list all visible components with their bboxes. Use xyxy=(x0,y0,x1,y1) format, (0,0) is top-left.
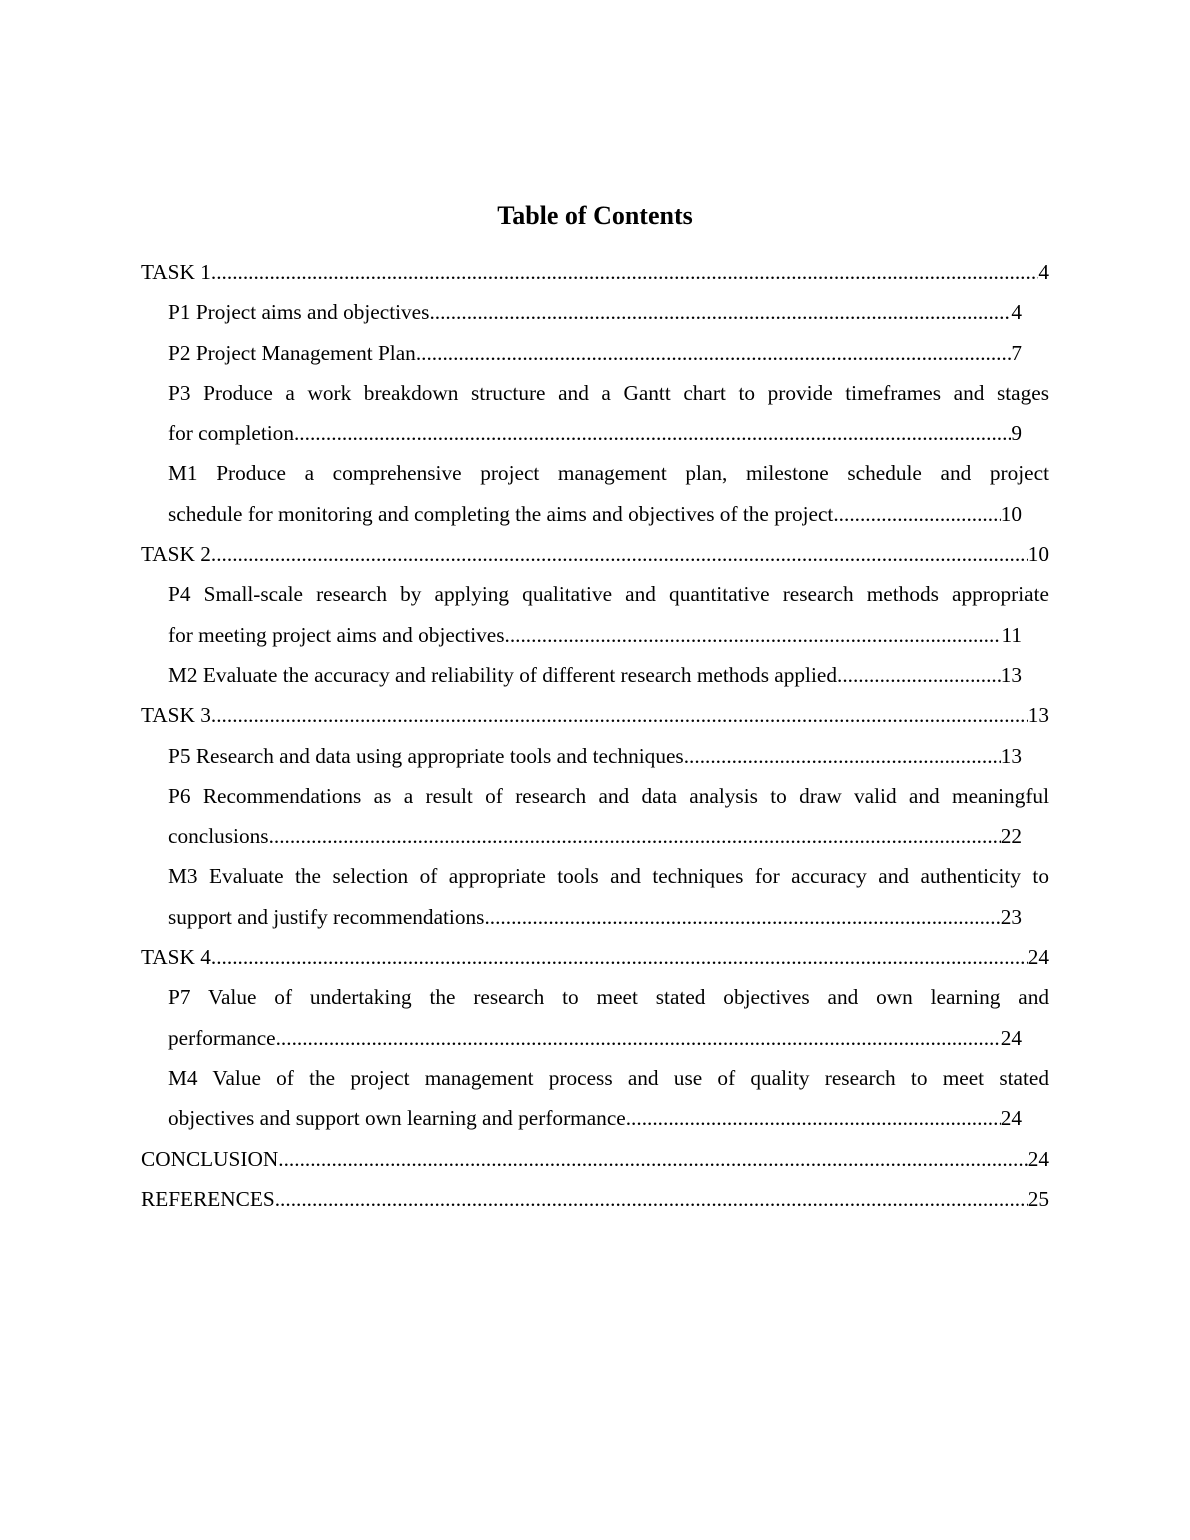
toc-entry-label: schedule for monitoring and completing the aims and objectives of the project xyxy=(168,501,834,526)
dot-leader xyxy=(276,1018,1001,1058)
dot-leader xyxy=(684,736,1001,776)
toc-entry-label: support and justify recommendations xyxy=(168,904,485,929)
toc-entry-label: conclusions xyxy=(168,824,269,849)
dot-leader xyxy=(833,494,1000,534)
toc-entry-text-line: P4 Small-scale research by applying qualitative and quantitative research methods appropriate xyxy=(168,582,1049,607)
toc-entry-text-line: M3 Evaluate the selection of appropriate tools and techniques for accuracy and authenticity to xyxy=(168,864,1049,889)
toc-entry-text-line: P6 Recommendations as a result of research and data analysis to draw valid and meaningful xyxy=(168,783,1049,808)
toc-page-number: 24 xyxy=(1000,1025,1022,1050)
toc-page-number: 10 xyxy=(1000,501,1022,526)
dot-leader xyxy=(211,695,1028,735)
toc-entry-label: TASK 2 xyxy=(141,542,211,567)
toc-entry-text-line: P7 Value of undertaking the research to meet stated objectives and own learning and xyxy=(168,985,1049,1010)
toc-page-number: 22 xyxy=(1000,824,1022,849)
toc-page-number: 24 xyxy=(1000,1106,1022,1131)
toc-entry-label: for meeting project aims and objectives xyxy=(168,622,505,647)
dot-leader xyxy=(275,1179,1028,1219)
dot-leader xyxy=(278,1139,1027,1179)
toc-entry-line xyxy=(168,1018,1022,1058)
toc-page-number: 7 xyxy=(1011,340,1022,365)
dot-leader xyxy=(416,333,1012,373)
toc-entry-line xyxy=(168,292,1022,332)
dot-leader xyxy=(505,615,1002,655)
toc-entry-line xyxy=(141,252,1049,292)
dot-leader xyxy=(211,252,1038,292)
dot-leader xyxy=(626,1098,1001,1138)
toc-entry-label: M2 Evaluate the accuracy and reliability of different research methods applied xyxy=(168,662,837,687)
toc-entry[interactable] xyxy=(168,574,1049,655)
toc-entry[interactable] xyxy=(168,373,1049,454)
toc-entry-line xyxy=(168,816,1022,856)
toc-entry-label: P2 Project Management Plan xyxy=(168,340,416,365)
toc-entry[interactable] xyxy=(168,856,1049,937)
toc-entry-text-line: M4 Value of the project management process and use of quality research to meet stated xyxy=(168,1065,1049,1090)
toc-entry[interactable] xyxy=(168,453,1049,534)
dot-leader xyxy=(484,897,1000,937)
toc-page-number: 10 xyxy=(1027,542,1049,567)
toc-entry-label: CONCLUSION xyxy=(141,1146,279,1171)
dot-leader xyxy=(294,413,1011,453)
toc-page-number: 11 xyxy=(1001,622,1022,647)
toc-entry-line xyxy=(141,1179,1049,1219)
toc-page-number: 24 xyxy=(1027,945,1049,970)
toc-page-number: 4 xyxy=(1038,260,1049,284)
page-title: Table of Contents xyxy=(497,201,693,230)
toc-entry-label: P5 Research and data using appropriate tools and techniques xyxy=(168,743,684,768)
toc-entry[interactable] xyxy=(168,292,1049,332)
toc-page-number: 13 xyxy=(1000,662,1022,687)
dot-leader xyxy=(269,816,1001,856)
toc-entry-label: P1 Project aims and objectives xyxy=(168,300,430,325)
dot-leader xyxy=(211,937,1028,977)
toc-page-number: 23 xyxy=(1000,904,1022,929)
toc-entry-label: performance xyxy=(168,1025,276,1050)
toc-entry-label: TASK 4 xyxy=(141,945,211,970)
toc-entry-label: objectives and support own learning and performance xyxy=(168,1106,626,1131)
dot-leader xyxy=(837,655,1001,695)
toc-entry-text-line: P3 Produce a work breakdown structure and a Gantt chart to provide timeframes and stages xyxy=(168,380,1049,405)
toc-entry-label: for completion xyxy=(168,421,294,446)
toc-page-number: 4 xyxy=(1011,300,1022,325)
toc-entry[interactable] xyxy=(141,695,1049,735)
dot-leader xyxy=(211,534,1028,574)
toc-page-number: 13 xyxy=(1027,703,1049,728)
toc-page-number: 24 xyxy=(1027,1146,1049,1171)
toc-entry[interactable] xyxy=(168,333,1049,373)
toc-entry-line xyxy=(141,937,1049,977)
toc-entry-line xyxy=(168,1098,1022,1138)
toc-entry[interactable] xyxy=(168,1058,1049,1139)
toc-entry-label: REFERENCES xyxy=(141,1186,275,1211)
toc-entry-line xyxy=(168,897,1022,937)
table-of-contents xyxy=(141,252,1049,1219)
toc-entry[interactable] xyxy=(141,937,1049,977)
toc-entry[interactable] xyxy=(141,252,1049,292)
toc-page-number: 13 xyxy=(1000,743,1022,768)
dot-leader xyxy=(429,292,1011,332)
toc-entry-line xyxy=(168,736,1022,776)
toc-entry[interactable] xyxy=(168,776,1049,857)
toc-entry-line xyxy=(168,494,1022,534)
toc-entry-line xyxy=(168,413,1022,453)
toc-page-number: 9 xyxy=(1011,421,1022,446)
toc-entry-line xyxy=(141,695,1049,735)
toc-entry[interactable] xyxy=(168,736,1049,776)
toc-entry[interactable] xyxy=(141,1179,1049,1219)
toc-entry-label: TASK 3 xyxy=(141,703,211,728)
toc-entry-text-line: M1 Produce a comprehensive project management plan, milestone schedule and project xyxy=(168,461,1049,486)
toc-entry-line xyxy=(141,1139,1049,1179)
toc-entry[interactable] xyxy=(168,655,1049,695)
toc-entry[interactable] xyxy=(141,534,1049,574)
toc-entry-line xyxy=(168,615,1022,655)
toc-entry-line xyxy=(168,655,1022,695)
toc-entry[interactable] xyxy=(141,1139,1049,1179)
toc-entry-label: TASK 1 xyxy=(141,260,211,284)
toc-entry[interactable] xyxy=(168,977,1049,1058)
toc-entry-line xyxy=(168,333,1022,373)
toc-entry-line xyxy=(141,534,1049,574)
toc-page-number: 25 xyxy=(1027,1186,1049,1211)
